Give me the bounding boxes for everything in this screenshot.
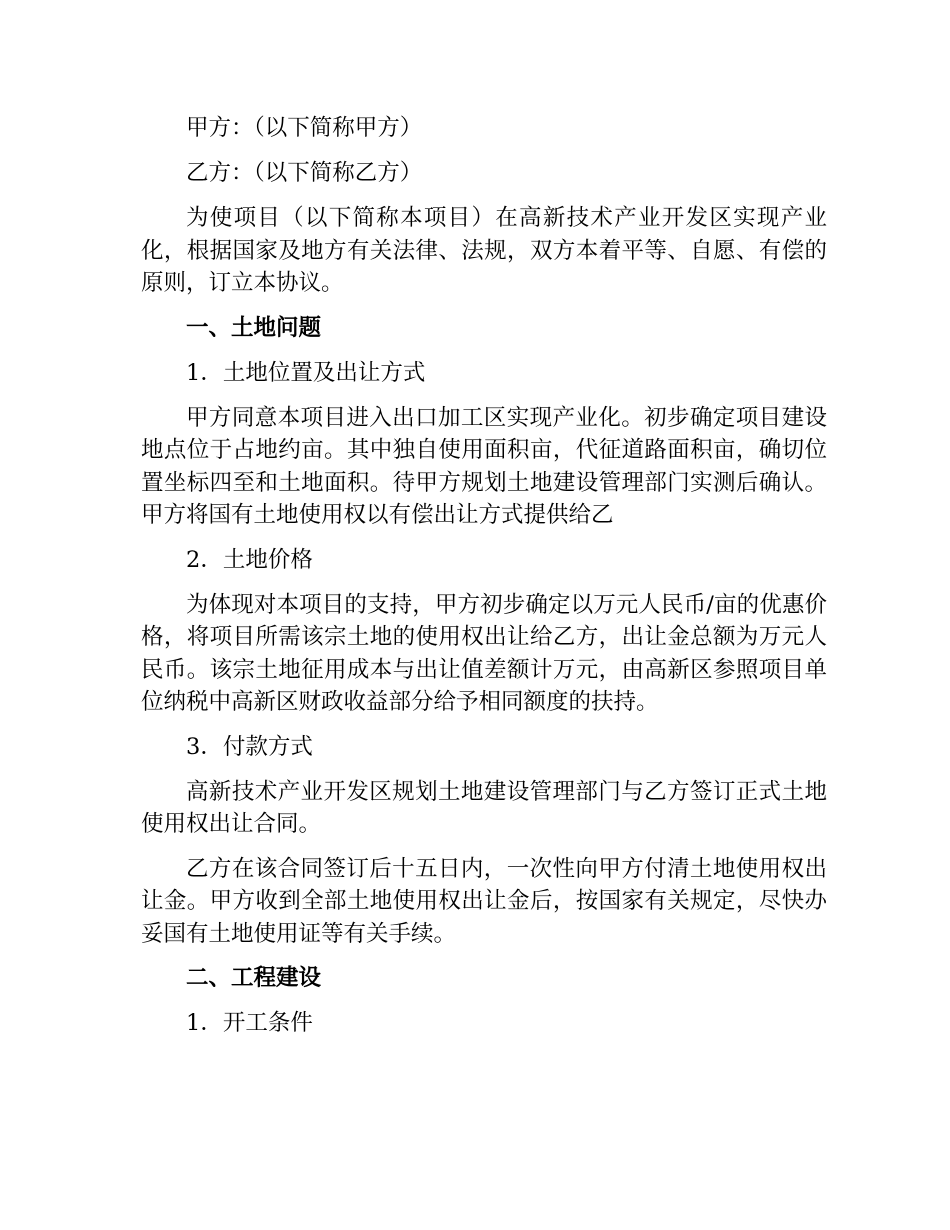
section-1-item-1-title: 1．土地位置及出让方式 — [186, 359, 426, 386]
section-2-heading: 二、工程建设 — [186, 965, 322, 991]
section-1-heading: 一、土地问题 — [186, 314, 322, 341]
section-1-item-3-body-2: 乙方在该合同签订后十五日内，一次性向甲方付清土地使用权出让金。甲方收到全部土地使用权出让金后，按国家有关规定，尽快办妥国有土地使用证等有关手续。 — [141, 855, 827, 947]
section-2-item-1-title: 1．开工条件 — [186, 1010, 313, 1036]
section-1-item-2-title: 2．土地价格 — [186, 546, 313, 573]
party-a-line: 甲方：（以下简称甲方） — [186, 115, 423, 141]
section-1-item-3-body-1: 高新技术产业开发区规划土地建设管理部门与乙方签订正式土地使用权出让合同。 — [141, 778, 827, 837]
document-body — [141, 112, 827, 1052]
section-1-item-2-body: 为体现对本项目的支持，甲方初步确定以万元人民币/亩的优惠价格，将项目所需该宗土地的使用权出让给乙方，出让金总额为万元人民币。该宗土地征用成本与出让值差额计万元，由高新区参照项目单位纳税中高新区财政收益部分给予相同额度的扶持。 — [141, 591, 827, 715]
section-1-item-1-body: 甲方同意本项目进入出口加工区实现产业化。初步确定项目建设地点位于占地约亩。其中独自使用面积亩，代征道路面积亩，确切位置坐标四至和土地面积。待甲方规划土地建设管理部门实测后确认。甲方将国有土地使用权以有偿出让方式提供给乙 — [141, 404, 827, 528]
section-1-item-3-title: 3．付款方式 — [186, 733, 313, 760]
intro-paragraph: 为使项目（以下简称本项目）在高新技术产业开发区实现产业化，根据国家及地方有关法律、法规，双方本着平等、自愿、有偿的原则，订立本协议。 — [141, 205, 827, 296]
party-b-line: 乙方：（以下简称乙方） — [186, 160, 423, 186]
